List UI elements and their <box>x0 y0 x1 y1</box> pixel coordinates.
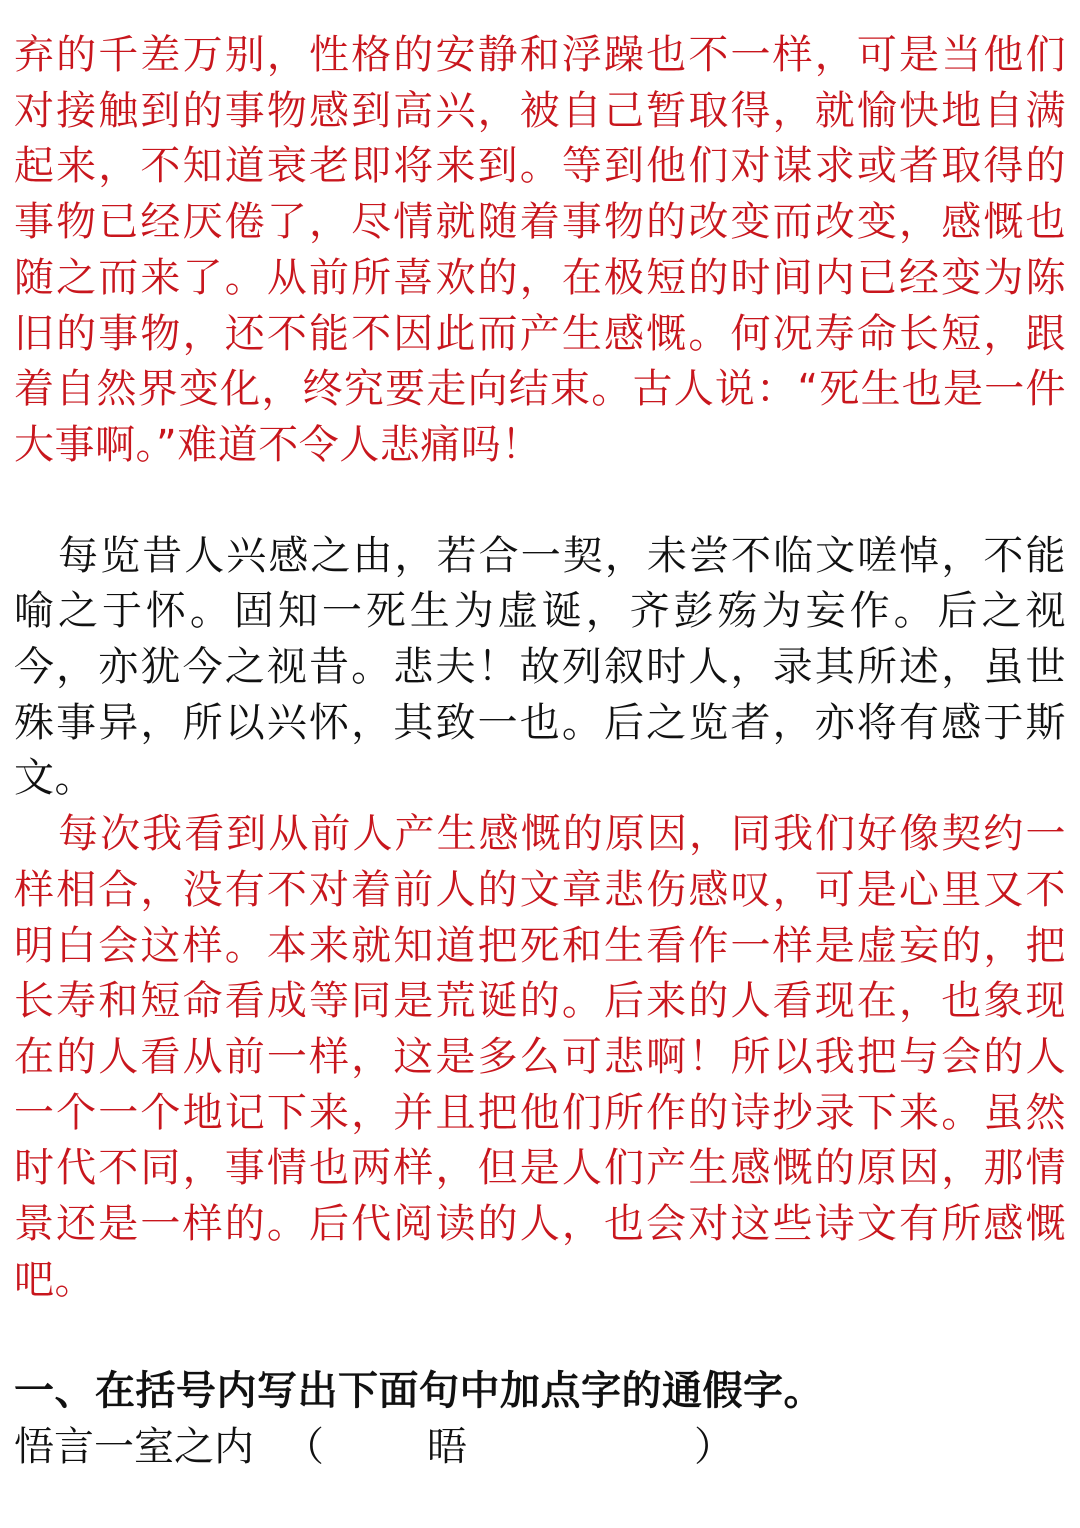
original-classical-paragraph: 每览昔人兴感之由，若合一契，未尝不临文嗟悼，不能喻之于怀。固知一死生为虚诞，齐彭殇为妄作。后之视今，亦犹今之视昔。悲夫！故列叙时人，录其所述，虽世殊事异，所以兴怀，其致一也。后之览者，亦将有感于斯文。 <box>14 532 1066 802</box>
translation-paragraph-continued: 弃的千差万别，性格的安静和浮躁也不一样，可是当他们对接触到的事物感到高兴，被自己暂取得，就愉快地自满起来，不知道衰老即将来到。等到他们对谋求或者取得的事物已经厌倦了，尽情就随着事物的改变而改变，感慨也随之而来了。从前所喜欢的，在极短的时间内已经变为陈旧的事物，还不能不因此而产生感慨。何况寿命长短，跟着自然界变化，终究要走向结束。古人说：“死生也是一件大事啊。”难道不令人悲痛吗！ <box>14 32 1066 468</box>
exercise-question <box>14 1419 1066 1475</box>
translation-paragraph: 每次我看到从前人产生感慨的原因，同我们好像契约一样相合，没有不对着前人的文章悲伤感叹，可是心里又不明白会这样。本来就知道把死和生看作一样是虚妄的，把长寿和短命看成等同是荒诞的。后来的人看现在，也象现在的人看从前一样，这是多么可悲啊！所以我把与会的人一个一个地记下来，并且把他们所作的诗抄录下来。虽然时代不同，事情也两样，但是人们产生感慨的原因，那情景还是一样的。后代阅读的人，也会对这些诗文有所感慨吧。 <box>14 811 1066 1303</box>
paragraph-spacer <box>14 474 1066 529</box>
section-spacer <box>14 1308 1066 1363</box>
answer-text: 晤 <box>427 1424 467 1471</box>
open-parenthesis: （ <box>284 1424 324 1471</box>
close-parenthesis: ） <box>694 1424 734 1471</box>
exercise-heading: 一、在括号内写出下面句中加点字的通假字。 <box>14 1368 824 1415</box>
document-page <box>14 28 1066 1475</box>
question-text: 悟言一室之内 <box>14 1424 254 1471</box>
